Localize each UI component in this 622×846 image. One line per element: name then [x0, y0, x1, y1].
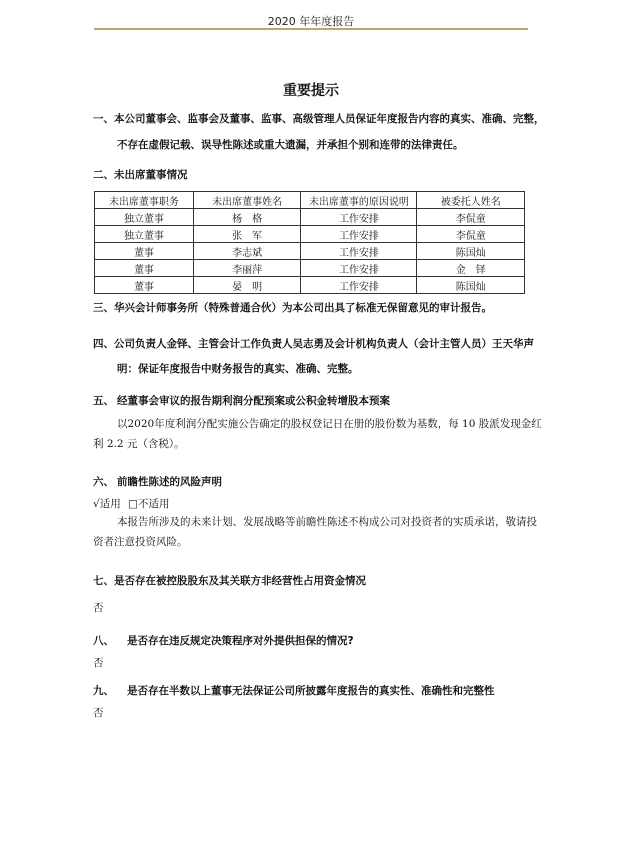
table-cell: 李丽萍	[193, 260, 301, 277]
table-cell: 陈国灿	[417, 243, 525, 260]
section-7	[93, 570, 366, 592]
section-1	[93, 108, 545, 130]
table-cell: 杨 格	[193, 209, 301, 226]
table-cell: 董事	[95, 243, 194, 260]
section-2-number: 二、	[93, 169, 114, 181]
table-cell: 李志斌	[193, 243, 301, 260]
option-not-applicable: □不适用	[128, 498, 170, 510]
table-cell: 工作安排	[301, 209, 417, 226]
table-cell: 陈国灿	[417, 277, 525, 294]
section-3-text: 华兴会计师事务所（特殊普通合伙）为本公司出具了标准无保留意见的审计报告。	[114, 302, 492, 314]
section-5-heading: 经董事会审议的报告期利润分配预案或公积金转增股本预案	[117, 395, 390, 407]
table-cell: 晏 明	[193, 277, 301, 294]
section-9	[93, 680, 495, 702]
absent-directors-table	[94, 191, 525, 294]
section-3	[93, 297, 492, 319]
section-4-number: 四、	[93, 338, 114, 350]
table-row	[95, 260, 525, 277]
section-3-number: 三、	[93, 302, 114, 314]
table-cell: 工作安排	[301, 226, 417, 243]
section-6-body-line1: 本报告所涉及的未来计划、发展战略等前瞻性陈述不构成公司对投资者的实质承诺，敬请投	[117, 516, 537, 528]
table-cell: 独立董事	[95, 209, 194, 226]
table-row	[95, 277, 525, 294]
table-row	[95, 209, 525, 226]
header-divider	[94, 28, 528, 30]
table-row	[95, 243, 525, 260]
table-cell: 李侃童	[417, 226, 525, 243]
table-cell: 工作安排	[301, 277, 417, 294]
table-cell: 工作安排	[301, 260, 417, 277]
section-5-body-line2: 利 2.2 元（含税）。	[93, 438, 185, 450]
option-applicable: √适用	[93, 498, 121, 510]
section-4-line2: 明：保证年度报告中财务报告的真实、准确、完整。	[117, 363, 359, 375]
section-6-number: 六、	[93, 476, 114, 488]
table-header-cell: 未出席董事的原因说明	[301, 192, 417, 209]
table-row	[95, 226, 525, 243]
section-1-line2: 不存在虚假记载、误导性陈述或重大遗漏，并承担个别和连带的法律责任。	[117, 139, 464, 151]
section-2	[93, 164, 188, 186]
page-header-title: 2020 年年度报告	[267, 15, 355, 28]
section-9-heading: 是否存在半数以上董事无法保证公司所披露年度报告的真实性、准确性和完整性	[127, 685, 495, 697]
section-6	[93, 471, 222, 493]
section-9-answer: 否	[93, 707, 104, 719]
table-cell: 金 铎	[417, 260, 525, 277]
table-cell: 李侃童	[417, 209, 525, 226]
section-5-number: 五、	[93, 395, 114, 407]
table-cell: 独立董事	[95, 226, 194, 243]
table-cell: 董事	[95, 260, 194, 277]
section-8-number: 八、	[93, 635, 114, 647]
section-8-heading: 是否存在违反规定决策程序对外提供担保的情况?	[127, 635, 354, 647]
table-header-row	[95, 192, 525, 209]
section-6-body-line2: 资者注意投资风险。	[93, 536, 188, 548]
section-1-line1: 本公司董事会、监事会及董事、监事、高级管理人员保证年度报告内容的真实、准确、完整，	[114, 113, 545, 125]
table-cell: 工作安排	[301, 243, 417, 260]
section-7-number: 七、	[93, 575, 114, 587]
section-4-line1: 公司负责人金铎、主管会计工作负责人吴志勇及会计机构负责人（会计主管人员）王天华声	[114, 338, 534, 350]
section-6-heading: 前瞻性陈述的风险声明	[117, 476, 222, 488]
table-cell: 张 军	[193, 226, 301, 243]
section-2-heading: 未出席董事情况	[114, 169, 188, 181]
table-cell: 董事	[95, 277, 194, 294]
section-1-number: 一、	[93, 113, 114, 125]
section-7-answer: 否	[93, 602, 104, 614]
section-5	[93, 390, 390, 412]
table-header-cell: 被委托人姓名	[417, 192, 525, 209]
section-9-number: 九、	[93, 685, 114, 697]
table-header-cell: 未出席董事职务	[95, 192, 194, 209]
page-title: 重要提示	[283, 83, 339, 99]
section-8	[93, 630, 354, 652]
section-4	[93, 333, 534, 355]
table-header-cell: 未出席董事姓名	[193, 192, 301, 209]
section-7-heading: 是否存在被控股股东及其关联方非经营性占用资金情况	[114, 575, 366, 587]
section-8-answer: 否	[93, 657, 104, 669]
section-5-body-line1: 以2020年度利润分配实施公告确定的股权登记日在册的股份数为基数，每 10 股派发现金红	[117, 418, 542, 430]
